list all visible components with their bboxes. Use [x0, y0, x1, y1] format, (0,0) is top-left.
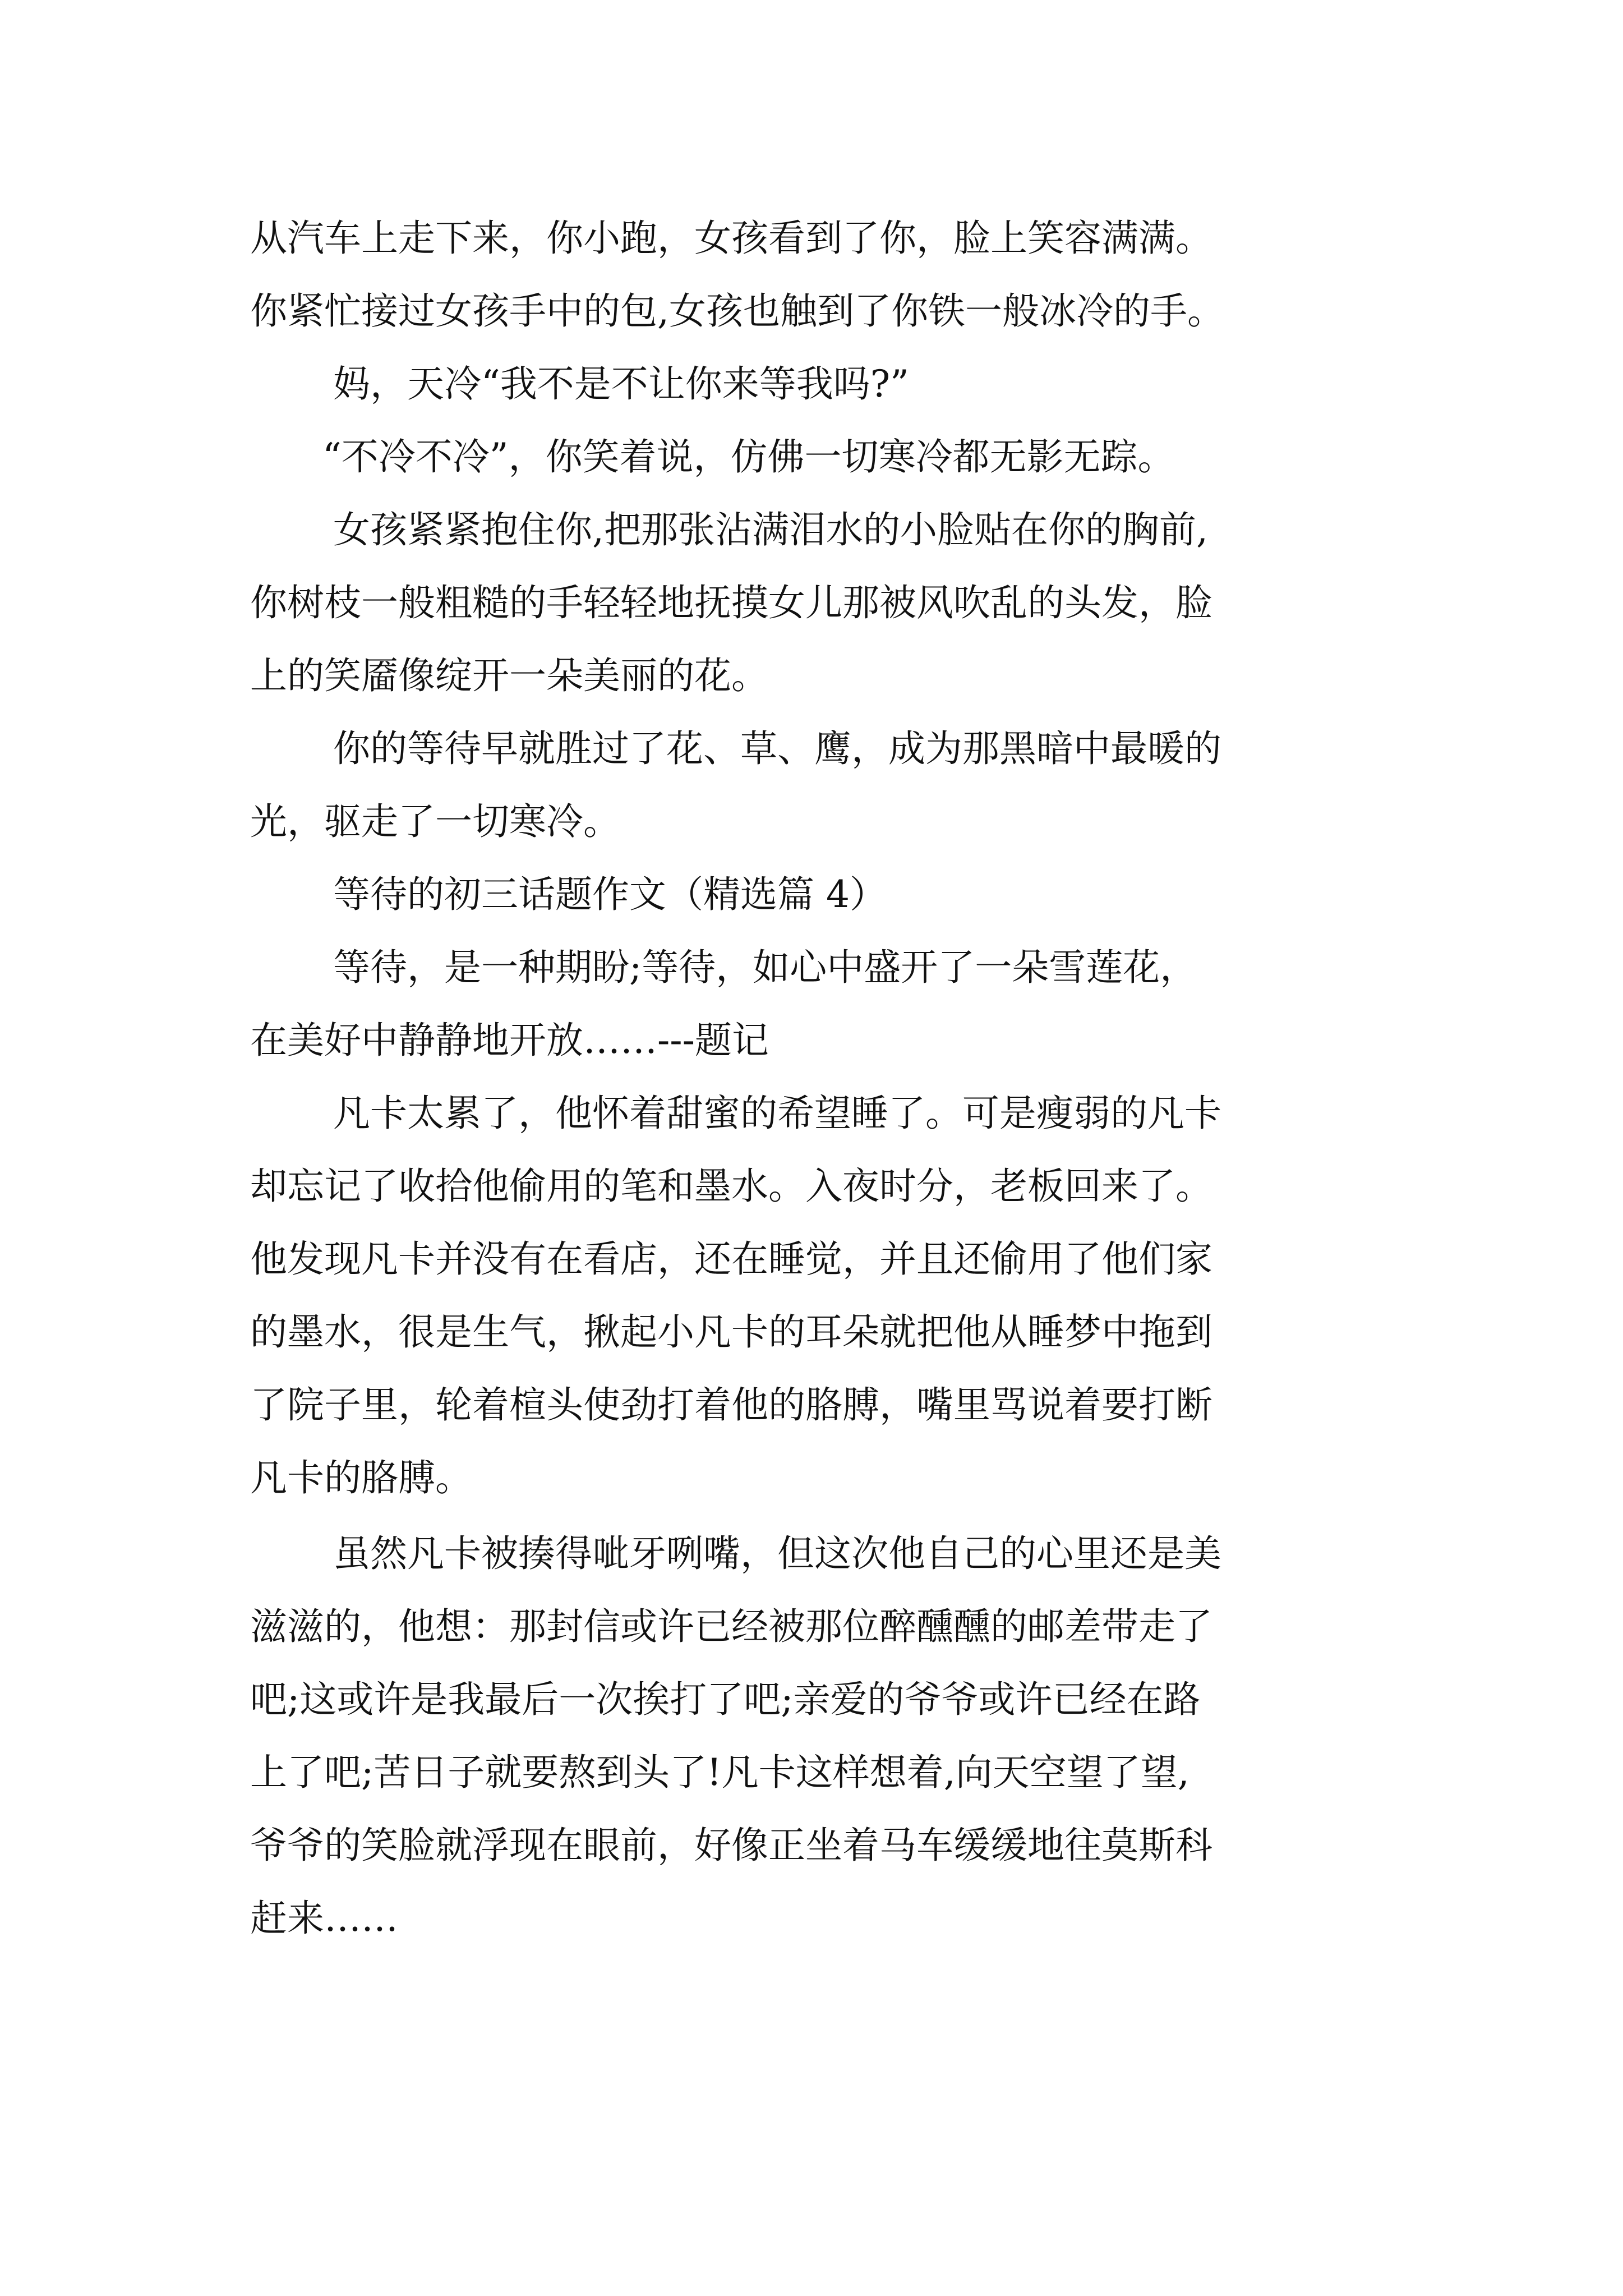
text-line: 吧;这或许是我最后一次挨打了吧;亲爱的爷爷或许已经在路 — [250, 1678, 1201, 1721]
text-line: 爷爷的笑脸就浮现在眼前，好像正坐着马车缓缓地往莫斯科 — [250, 1824, 1212, 1867]
text-line: 光，驱走了一切寒冷。 — [250, 800, 620, 843]
text-line: 却忘记了收拾他偷用的笔和墨水。入夜时分，老板回来了。 — [250, 1165, 1212, 1208]
text-line: “不冷不冷”，你笑着说，仿佛一切寒冷都无影无踪。 — [322, 435, 1175, 478]
text-line: 上了吧;苦日子就要熬到头了!凡卡这样想着,向天空望了望, — [250, 1751, 1189, 1794]
text-line: 赶来…… — [250, 1897, 398, 1940]
text-line: 你树枝一般粗糙的手轻轻地抚摸女儿那被风吹乱的头发，脸 — [250, 581, 1212, 624]
text-line: 的墨水，很是生气，揪起小凡卡的耳朵就把他从睡梦中拖到 — [250, 1310, 1212, 1354]
text-line: 你紧忙接过女孩手中的包,女孩也触到了你铁一般冰冷的手。 — [250, 289, 1224, 333]
text-line: 女孩紧紧抱住你,把那张沾满泪水的小脸贴在你的胸前, — [333, 508, 1208, 551]
text-line: 凡卡太累了，他怀着甜蜜的希望睡了。可是瘦弱的凡卡 — [333, 1092, 1221, 1135]
text-line: 凡卡的胳膊。 — [250, 1456, 472, 1499]
text-line: 上的笑靥像绽开一朵美丽的花。 — [250, 654, 768, 697]
text-line: 虽然凡卡被揍得呲牙咧嘴，但这次他自己的心里还是美 — [333, 1532, 1221, 1575]
text-line: 你的等待早就胜过了花、草、鹰，成为那黑暗中最暖的 — [333, 727, 1221, 770]
text-line: 他发现凡卡并没有在看店，还在睡觉，并且还偷用了他们家 — [250, 1237, 1212, 1281]
text-line: 妈，天冷“我不是不让你来等我吗?” — [333, 362, 909, 406]
text-line: 了院子里，轮着楦头使劲打着他的胳膊，嘴里骂说着要打断 — [250, 1383, 1212, 1427]
text-line: 等待，是一种期盼;等待，如心中盛开了一朵雪莲花， — [333, 946, 1197, 989]
text-line: 从汽车上走下来，你小跑，女孩看到了你，脸上笑容满满。 — [250, 217, 1212, 260]
text-line: 滋滋的，他想：那封信或许已经被那位醉醺醺的邮差带走了 — [250, 1605, 1212, 1648]
section-heading: 等待的初三话题作文（精选篇 4） — [333, 873, 887, 916]
text-line: 在美好中静静地开放……---题记 — [250, 1019, 769, 1062]
